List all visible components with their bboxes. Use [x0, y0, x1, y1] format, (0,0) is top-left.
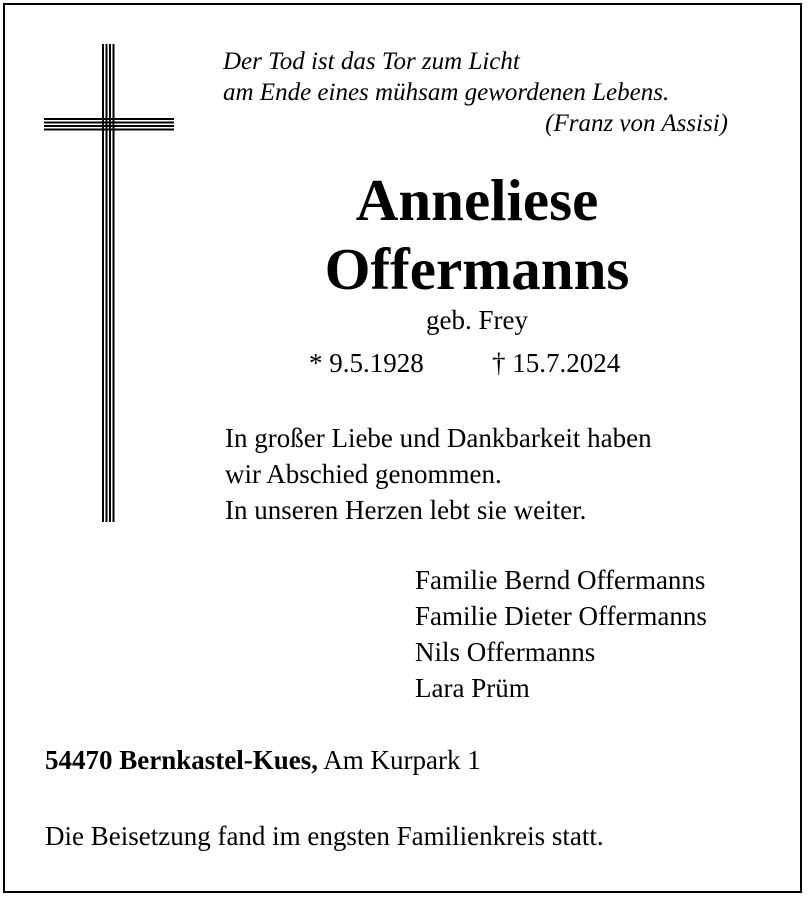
address-street: Am Kurpark 1	[323, 745, 481, 775]
mourners-list	[415, 562, 707, 706]
birth-name: geb. Frey	[426, 305, 528, 335]
quote-line: Der Tod ist das Tor zum Licht	[223, 48, 520, 75]
mourner-item: Familie Dieter Offermanns	[415, 601, 707, 631]
mourner-item: Familie Bernd Offermanns	[415, 565, 706, 595]
message-line: In großer Liebe und Dankbarkeit haben	[225, 423, 652, 453]
funeral-note: Die Beisetzung fand im engsten Familienkreis statt.	[45, 821, 604, 851]
message-line: In unseren Herzen lebt sie weiter.	[225, 495, 587, 525]
quote	[223, 46, 743, 139]
mourner-item: Nils Offermanns	[415, 637, 596, 667]
quote-line: am Ende eines mühsam gewordenen Lebens.	[223, 79, 670, 106]
address	[45, 742, 481, 778]
cross-icon	[44, 44, 174, 522]
birth-date: * 9.5.1928	[309, 348, 424, 378]
address-city: 54470 Bernkastel-Kues,	[45, 745, 318, 775]
farewell-message	[225, 420, 652, 528]
quote-author: (Franz von Assisi)	[545, 110, 728, 137]
mourner-item: Lara Prüm	[415, 673, 530, 703]
deceased-last-name: Offermanns	[324, 236, 630, 302]
deceased-first-name: Anneliese	[355, 167, 599, 233]
death-date: † 15.7.2024	[492, 348, 621, 378]
message-line: wir Abschied genommen.	[225, 459, 502, 489]
